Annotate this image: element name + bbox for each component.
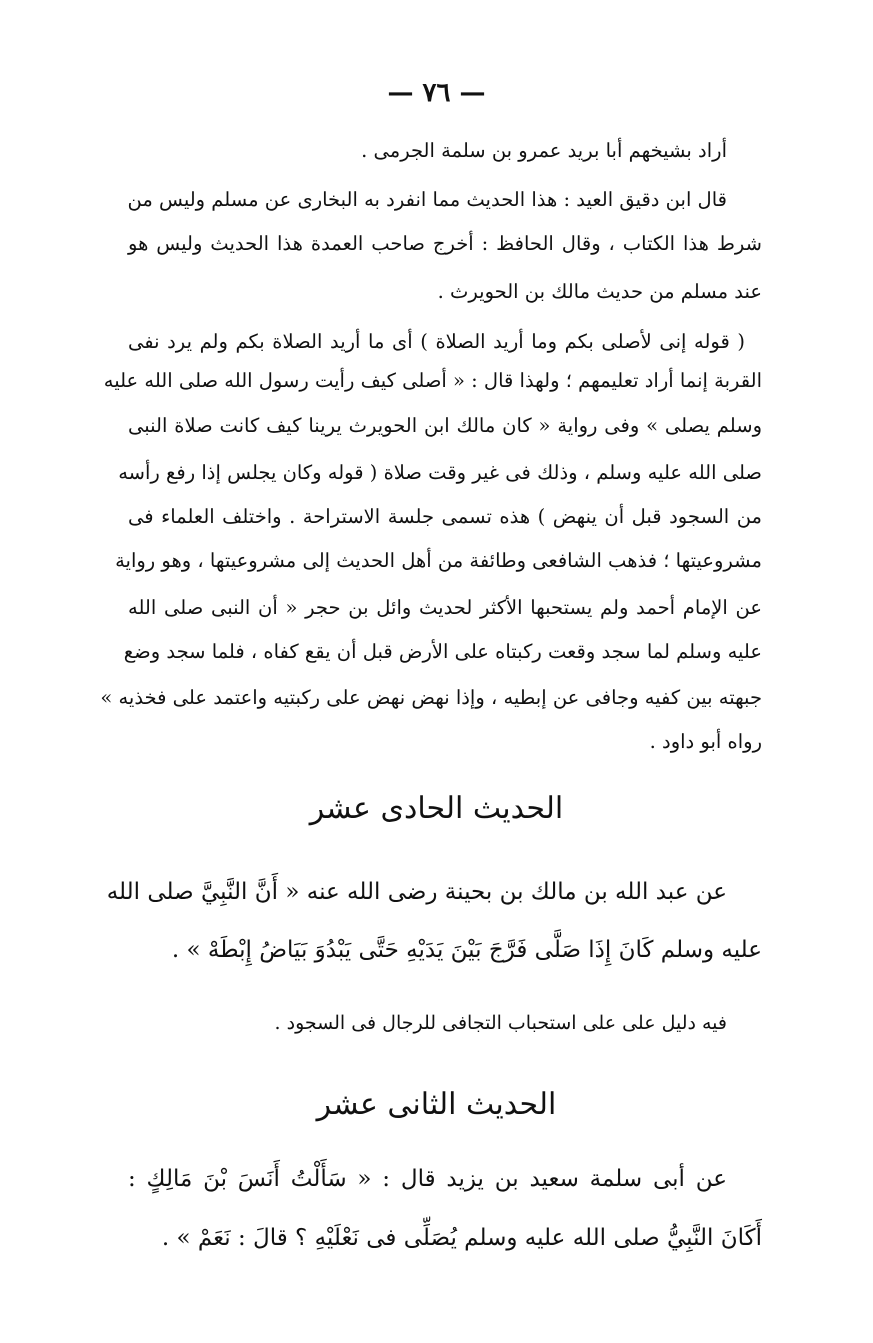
commentary-line: ( قوله إنى لأصلى بكم وما أريد الصلاة ) أى ما أريد الصلاة بكم ولم يرد نفى <box>128 330 745 353</box>
section-heading: الحديث الثانى عشر <box>316 1087 557 1122</box>
commentary-line: رواه أبو داود . <box>649 730 762 753</box>
commentary-line: عن الإمام أحمد ولم يستحبها الأكثر لحديث وائل بن حجر « أن النبى صلى الله <box>128 596 762 619</box>
hadith-line: عن أبى سلمة سعيد بن يزيد قال : « سَأَلْتُ أَنَسَ بْنَ مَالِكٍ : <box>128 1166 727 1192</box>
intro-line: قال ابن دقيق العيد : هذا الحديث مما انفرد به البخارى عن مسلم وليس من <box>127 188 727 211</box>
intro-line: عند مسلم من حديث مالك بن الحويرث . <box>437 280 762 303</box>
section-heading: الحديث الحادى عشر <box>309 791 564 826</box>
commentary-line: مشروعيتها ؛ فذهب الشافعى وطائفة من أهل الحديث إلى مشروعيتها ، وهو رواية <box>115 549 762 572</box>
hadith-line: عليه وسلم كَانَ إِذَا صَلَّى فَرَّجَ بَيْنَ يَدَيْهِ حَتَّى يَبْدُوَ بَيَاضُ إِبْطَهْ » . <box>171 937 762 963</box>
commentary-line: جبهته بين كفيه وجافى عن إبطيه ، وإذا نهض نهض على ركبتيه واعتمد على فخذيه » <box>100 686 762 709</box>
commentary-line: القربة إنما أراد تعليمهم ؛ ولهذا قال : « أصلى كيف رأيت رسول الله صلى الله عليه <box>103 369 762 392</box>
page-number: — ٧٦ — <box>387 78 486 108</box>
intro-line: أراد بشيخهم أبا بريد عمرو بن سلمة الجرمى . <box>361 139 727 162</box>
commentary-line: عليه وسلم لما سجد وقعت ركبتاه على الأرض قبل أن يقع كفاه ، فلما سجد وضع <box>123 640 762 663</box>
hadith-line: أَكَانَ النَّبِيُّ صلى الله عليه وسلم يُصَلِّى فى نَعْلَيْهِ ؟ قالَ : نَعَمْ » . <box>161 1225 762 1251</box>
commentary-line: وسلم يصلى » وفى رواية « كان مالك ابن الحويرث يرينا كيف كانت صلاة النبى <box>128 414 762 437</box>
intro-line: شرط هذا الكتاب ، وقال الحافظ : أخرج صاحب العمدة هذا الحديث وليس هو <box>128 232 762 255</box>
hadith-line: عن عبد الله بن مالك بن بحينة رضى الله عنه « أَنَّ النَّبِيَّ صلى الله <box>106 879 727 905</box>
commentary-line: صلى الله عليه وسلم ، وذلك فى غير وقت صلاة ( قوله وكان يجلس إذا رفع رأسه <box>118 461 762 484</box>
hadith-commentary: فيه دليل على على استحباب التجافى للرجال فى السجود . <box>274 1012 727 1034</box>
commentary-line: من السجود قبل أن ينهض ) هذه تسمى جلسة الاستراحة . واختلف العلماء فى <box>128 505 762 528</box>
